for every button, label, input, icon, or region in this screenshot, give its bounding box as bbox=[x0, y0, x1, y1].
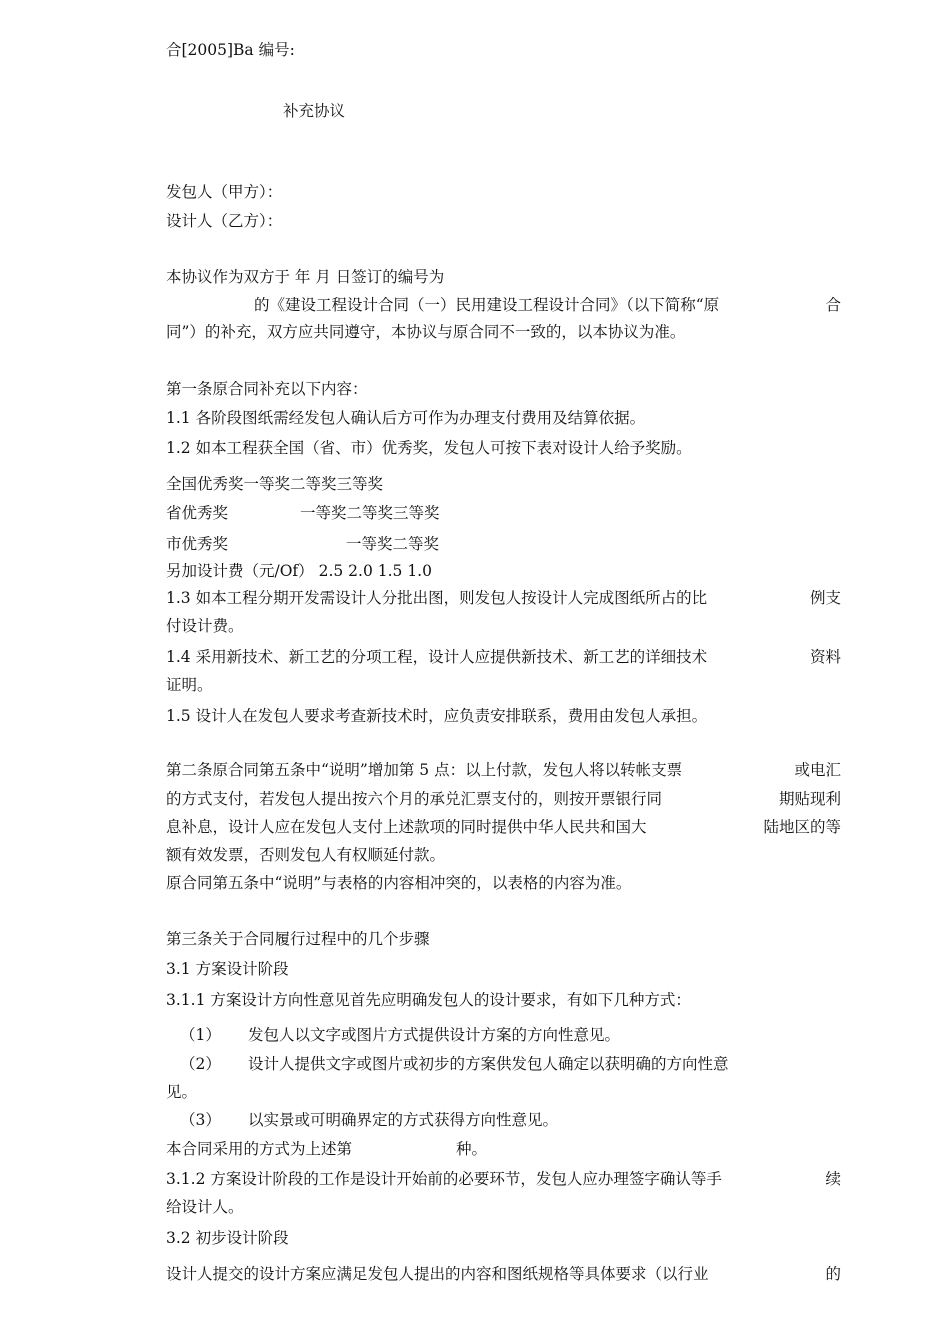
party-a-line: 发包人（甲方）： bbox=[166, 183, 283, 201]
article-2-line-2 bbox=[166, 789, 841, 809]
clause-1-4-line-2: 证明。 bbox=[166, 676, 213, 694]
clause-1-1: 1.1 各阶段图纸需经发包人确认后方可作为办理支付费用及结算依据。 bbox=[166, 409, 646, 427]
option-2-number: （2） bbox=[180, 1055, 221, 1073]
award-province-label: 省优秀奖 bbox=[166, 504, 229, 522]
section-3-2: 3.2 初步设计阶段 bbox=[166, 1229, 289, 1247]
option-1-text: 发包人以文字或图片方式提供设计方案的方向性意见。 bbox=[248, 1026, 621, 1044]
clause-3-1-2-end: 续 bbox=[825, 1170, 841, 1188]
article-2-line-5: 原合同第五条中“说明”与表格的内容相冲突的，以表格的内容为准。 bbox=[166, 874, 632, 892]
clause-1-3-line-2: 付设计费。 bbox=[166, 617, 244, 635]
clause-1-3-text: 1.3 如本工程分期开发需设计人分批出图，则发包人按设计人完成图纸所占的比 bbox=[166, 589, 708, 607]
award-city-label: 市优秀奖 bbox=[166, 535, 229, 553]
contract-number: 合[2005]Ba 编号: bbox=[166, 41, 295, 59]
option-2-continuation: 见。 bbox=[166, 1083, 198, 1101]
section-3-1: 3.1 方案设计阶段 bbox=[166, 960, 289, 978]
party-b-line: 设计人（乙方）： bbox=[166, 212, 283, 230]
clause-1-2: 1.2 如本工程获全国（省、市）优秀奖，发包人可按下表对设计人给予奖励。 bbox=[166, 439, 692, 457]
clause-1-3-line-1 bbox=[166, 588, 841, 608]
adopted-method-label: 本合同采用的方式为上述第 bbox=[166, 1140, 353, 1158]
article-3-title: 第三条关于合同履行过程中的几个步骤 bbox=[166, 930, 430, 948]
article-2-line-2-end: 期贴现利 bbox=[778, 790, 841, 808]
clause-3-1-2-line-1 bbox=[166, 1169, 841, 1189]
adopted-method-suffix: 种。 bbox=[456, 1140, 488, 1158]
clause-1-4-text: 1.4 采用新技术、新工艺的分项工程，设计人应提供新技术、新工艺的详细技术 bbox=[166, 648, 708, 666]
clause-3-1-2-text: 3.1.2 方案设计阶段的工作是设计开始前的必要环节，发包人应办理签字确认等手 bbox=[166, 1170, 722, 1188]
award-national-row: 全国优秀奖一等奖二等奖三等奖 bbox=[166, 475, 384, 493]
award-fee-row: 另加设计费（元/Of） 2.5 2.0 1.5 1.0 bbox=[166, 562, 432, 580]
article-1-title: 第一条原合同补充以下内容： bbox=[166, 380, 368, 398]
article-2-line-3-end: 陆地区的等 bbox=[763, 818, 841, 836]
clause-3-1-1: 3.1.1 方案设计方向性意见首先应明确发包人的设计要求，有如下几种方式： bbox=[166, 991, 691, 1009]
article-2-line-2-text: 的方式支付，若发包人提出按六个月的承兑汇票支付的，则按开票银行同 bbox=[166, 790, 663, 808]
intro-line-2-end: 合 bbox=[825, 296, 841, 314]
article-2-line-1-text: 第二条原合同第五条中“说明”增加第 5 点：以上付款，发包人将以转帐支票 bbox=[166, 761, 683, 779]
intro-line-3: 同”）的补充，双方应共同遵守，本协议与原合同不一致的，以本协议为准。 bbox=[166, 323, 686, 341]
article-2-line-4: 额有效发票，否则发包人有权顺延付款。 bbox=[166, 846, 446, 864]
award-city-levels: 一等奖二等奖 bbox=[346, 535, 440, 553]
option-3-text: 以实景或可明确界定的方式获得方向性意见。 bbox=[248, 1111, 559, 1129]
option-1-number: （1） bbox=[180, 1026, 221, 1044]
article-2-line-1 bbox=[166, 760, 841, 780]
clause-1-4-line-1 bbox=[166, 647, 841, 667]
clause-3-1-2-line-2: 给设计人。 bbox=[166, 1198, 244, 1216]
article-2-line-3 bbox=[166, 817, 841, 837]
section-3-2-text: 设计人提交的设计方案应满足发包人提出的内容和图纸规格等具体要求（以行业 bbox=[166, 1265, 709, 1283]
clause-1-4-end: 资料 bbox=[809, 648, 841, 666]
intro-line-2 bbox=[254, 295, 841, 315]
clause-1-5: 1.5 设计人在发包人要求考查新技术时，应负责安排联系，费用由发包人承担。 bbox=[166, 707, 708, 725]
option-2-text: 设计人提供文字或图片或初步的方案供发包人确定以获明确的方向性意 bbox=[248, 1055, 729, 1073]
intro-line-1: 本协议作为双方于 年 月 日签订的编号为 bbox=[166, 268, 445, 286]
section-3-2-end: 的 bbox=[825, 1265, 841, 1283]
section-3-2-line-1 bbox=[166, 1264, 841, 1284]
intro-line-2-text: 的《建设工程设计合同（一）民用建设工程设计合同》（以下简称“原 bbox=[254, 296, 720, 314]
award-province-levels: 一等奖二等奖三等奖 bbox=[300, 504, 440, 522]
option-3-number: （3） bbox=[180, 1111, 221, 1129]
clause-1-3-end: 例支 bbox=[809, 589, 841, 607]
document-title: 补充协议 bbox=[283, 102, 346, 120]
article-2-line-1-end: 或电汇 bbox=[794, 761, 841, 779]
article-2-line-3-text: 息补息，设计人应在发包人支付上述款项的同时提供中华人民共和国大 bbox=[166, 818, 647, 836]
